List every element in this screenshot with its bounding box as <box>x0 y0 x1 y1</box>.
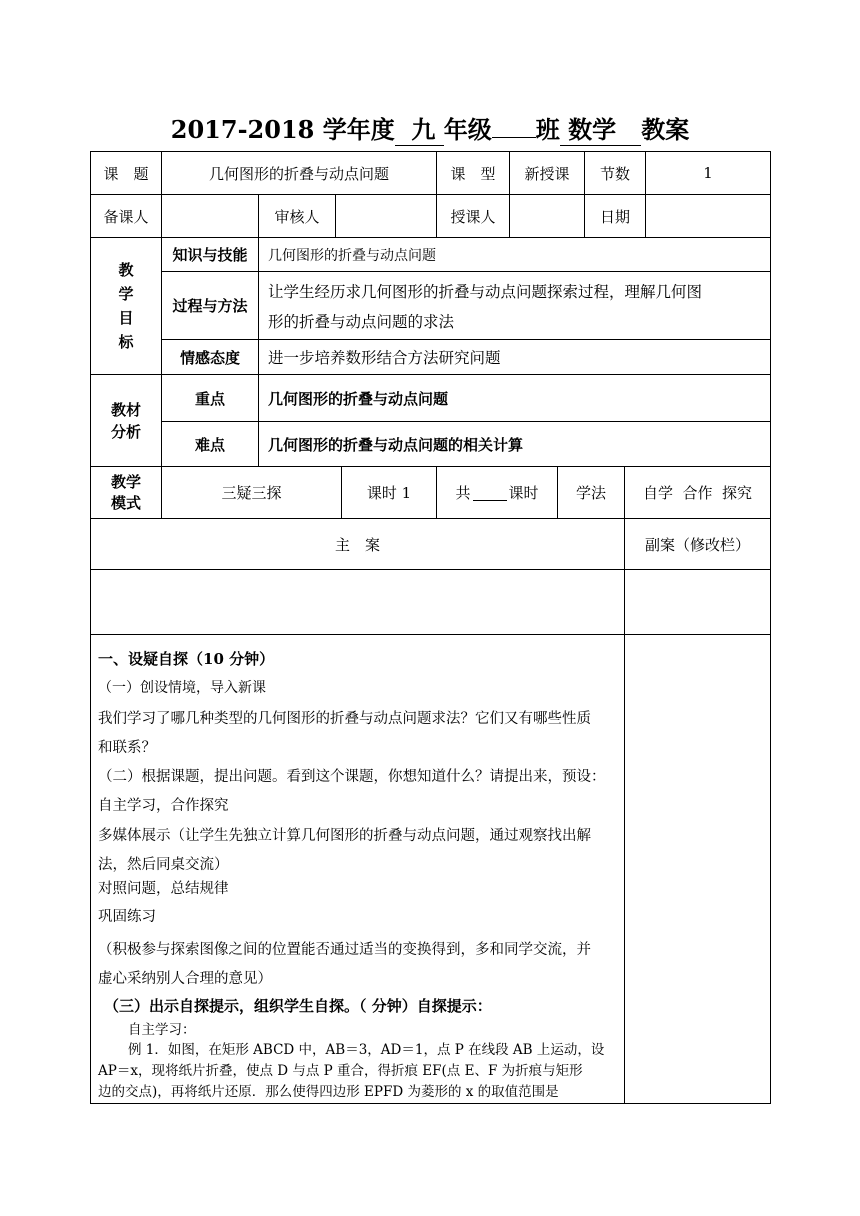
key-label: 重点 <box>194 389 225 408</box>
title-grade-suffix: 年级 <box>443 115 492 144</box>
mode-value: 三疑三探 <box>221 484 282 502</box>
goals-label: 教 学 目 标 <box>118 261 134 351</box>
paragraph-4: 多媒体展示（让学生先独立计算几何图形的折叠与动点问题，通过观察找出解 法，然后同桌交流） <box>98 828 591 873</box>
paragraph-1: （一）创设情境，导入新课 <box>98 680 266 696</box>
type-value: 新授课 <box>524 164 570 183</box>
key-value: 几何图形的折叠与动点问题 <box>268 389 449 408</box>
section-1-heading: 一、设疑自探（10 分钟） <box>98 650 275 668</box>
difficulty-value: 几何图形的折叠与动点问题的相关计算 <box>268 435 524 454</box>
title-grade-blank: 九 <box>395 110 444 146</box>
section-label: 节数 <box>599 164 630 183</box>
example-1: 例 1．如图，在矩形 ABCD 中，AB＝3，AD＝1，点 P 在线段 AB 上运动，设 AP＝x，现将纸片折叠，使点 D 与点 P 重合，得折痕 EF(点 E、F 为折痕与矩形 边的交点)，再将纸片还原．那么使得四边形 EPFD 为菱形的 x 的取值范围是 <box>98 1042 605 1100</box>
self-study-label: 自主学习： <box>128 1022 196 1038</box>
section-value: 1 <box>703 164 713 182</box>
title-year: 2017-2018 学年度 <box>170 115 395 144</box>
knowledge-value: 几何图形的折叠与动点问题 <box>268 247 436 264</box>
process-value: 让学生经历求几何图形的折叠与动点问题探索过程，理解几何图 形的折叠与动点问题的求法 <box>268 283 703 331</box>
mode-label: 教学 模式 <box>110 472 141 512</box>
difficulty-label: 难点 <box>194 435 225 454</box>
page-title <box>0 110 860 146</box>
paragraph-5: 对照问题，总结规律 <box>98 881 229 897</box>
period-value: 课时 1 <box>366 484 412 502</box>
emotion-label: 情感态度 <box>179 348 240 367</box>
method-label: 学法 <box>575 484 606 502</box>
emotion-value: 进一步培养数形结合方法研究问题 <box>268 349 501 367</box>
paragraph-2: 我们学习了哪几种类型的几何图形的折叠与动点问题求法？它们又有哪些性质 和联系？ <box>98 711 591 756</box>
title-plan: 教案 <box>641 115 690 144</box>
process-label: 过程与方法 <box>172 297 248 315</box>
total-periods-blank <box>473 485 507 501</box>
title-class-blank <box>492 137 536 138</box>
teacher-label: 授课人 <box>450 207 496 226</box>
topic-value: 几何图形的折叠与动点问题 <box>208 164 389 183</box>
total-periods: 共 课时 <box>455 484 539 502</box>
topic-label: 课 题 <box>103 164 149 183</box>
reviewer-label: 审核人 <box>274 207 320 226</box>
method-value: 自学 合作 探究 <box>642 484 753 502</box>
section-3-heading: （三）出示自探提示，组织学生自探。（ 分钟）自探提示： <box>104 997 492 1015</box>
side-plan-header: 副案（修改栏） <box>644 535 750 554</box>
date-label: 日期 <box>599 207 630 226</box>
title-class-suffix: 班 <box>535 115 560 144</box>
paragraph-3: （二）根据课题，提出问题。看到这个课题，你想知道什么？请提出来，预设： 自主学习，合作探究 <box>98 769 606 814</box>
knowledge-label: 知识与技能 <box>172 246 248 264</box>
preparer-label: 备课人 <box>103 207 149 226</box>
main-plan-header: 主 案 <box>334 535 380 554</box>
paragraph-6: 巩固练习 <box>98 909 156 925</box>
title-subject-blank: 数学 <box>560 110 641 146</box>
analysis-label: 教材 分析 <box>110 400 141 441</box>
type-label: 课 型 <box>450 164 496 183</box>
paragraph-7: （积极参与探索图像之间的位置能否通过适当的变换得到，多和同学交流，并 虚心采纳别人合理的意见） <box>98 942 591 987</box>
